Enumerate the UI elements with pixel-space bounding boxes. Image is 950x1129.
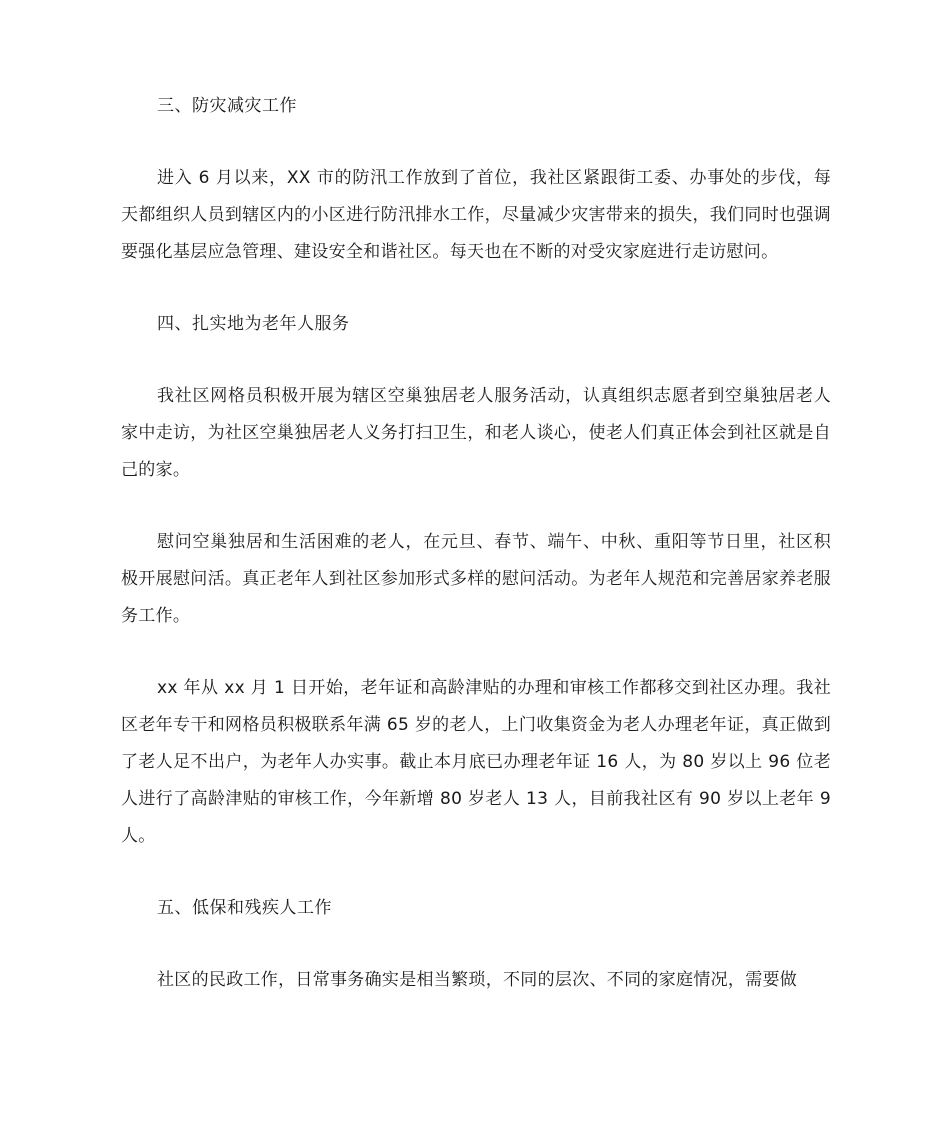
section-heading-welfare-disability: 五、低保和残疾人工作: [157, 898, 332, 918]
section-heading-elderly-service: 四、扎实地为老年人服务: [157, 314, 350, 334]
paragraph-flood-control: 进入 6 月以来，XX 市的防汛工作放到了首位，我社区紧跟街工委、办事处的步伐，每天都组织人员到辖区内的小区进行防汛排水工作，尽量减少灾害带来的损失，我们同时也强调要强化基层应急管理、建设安全和谐社区。每天也在不断的对受灾家庭进行走访慰问。: [121, 168, 831, 262]
paragraph-senior-certificates: xx 年从 xx 月 1 日开始，老年证和高龄津贴的办理和审核工作都移交到社区办理。我社区老年专干和网格员积极联系年满 65 岁的老人，上门收集资金为老人办理老年证，真正做到了老人足不出户，为老年人办实事。截止本月底已办理老年证 16 人，为 80 岁以上 96 位老人进行了高龄津贴的审核工作，今年新增 80 岁老人 13 人，目前我社区有 90 岁以上老年 9 人。: [121, 678, 831, 846]
document-body: [121, 88, 831, 1034]
paragraph-civil-affairs: 社区的民政工作，日常事务确实是相当繁琐，不同的层次、不同的家庭情况，需要做: [157, 970, 798, 990]
paragraph-holiday-visits: 慰问空巢独居和生活困难的老人，在元旦、春节、端午、中秋、重阳等节日里，社区积极开展慰问活。真正老年人到社区参加形式多样的慰问活动。为老年人规范和完善居家养老服务工作。: [121, 532, 831, 626]
section-heading-disaster-prevention: 三、防灾减灾工作: [157, 96, 297, 116]
paragraph-grid-volunteers: 我社区网格员积极开展为辖区空巢独居老人服务活动，认真组织志愿者到空巢独居老人家中走访，为社区空巢独居老人义务打扫卫生，和老人谈心，使老人们真正体会到社区就是自己的家。: [121, 386, 831, 480]
